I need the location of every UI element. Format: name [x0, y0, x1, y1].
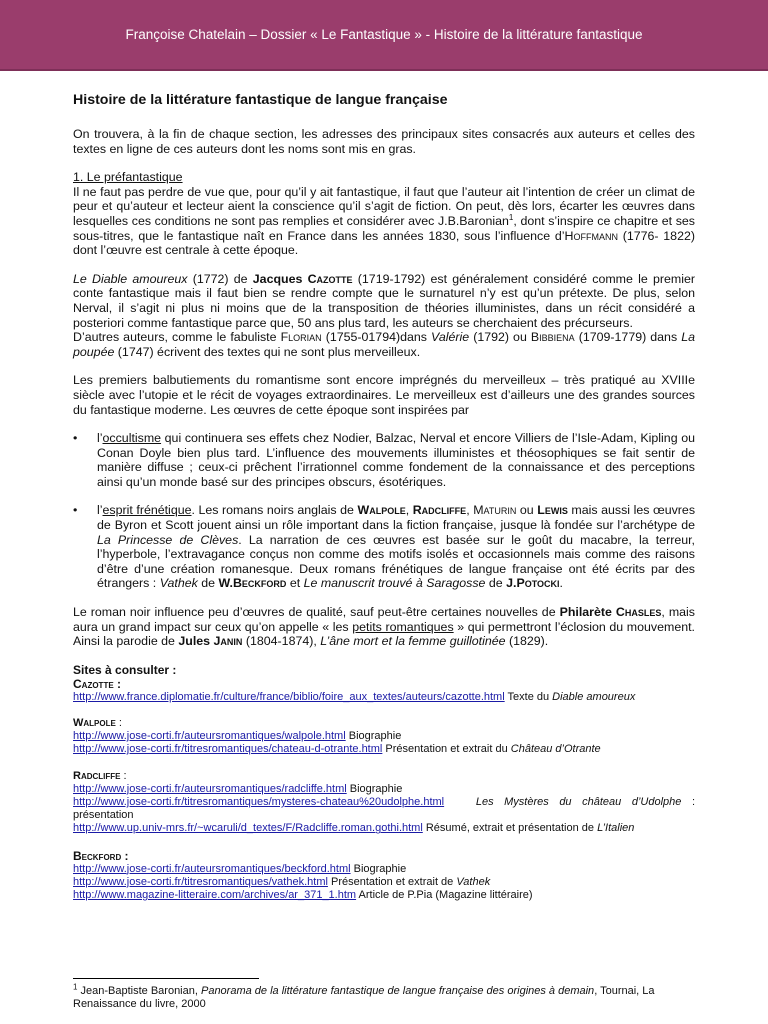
section-1-heading: 1. Le préfantastique — [73, 170, 183, 185]
link-cazotte-text[interactable]: http://www.france.diplomatie.fr/culture/france/biblio/foire_aux_textes/auteurs/cazotte.html — [73, 690, 505, 703]
sites-radcliffe-line-1: http://www.jose-corti.fr/auteursromantiques/radcliffe.html Biographie — [73, 782, 403, 795]
sites-radcliffe-line-3: http://www.up.univ-mrs.fr/~wcaruli/d_textes/F/Radcliffe.roman.gothi.html Résumé, extrait et présentation de L’Italien — [73, 822, 635, 835]
intro-paragraph: On trouvera, à la fin de chaque section, les adresses des principaux sites consacrés aux auteurs et celles des textes en ligne de ces auteurs dont les noms sont mis en gras. — [73, 127, 695, 156]
influences-list-2 — [73, 503, 695, 591]
document-title: Histoire de la littérature fantastique de langue française — [73, 92, 448, 108]
section-1-block: 1. Le préfantastique Il ne faut pas perdre de vue que, pour qu’il y ait fantastique, il faut que l’auteur ait l’intention de créer un climat de peur et qu’auteur et lecteur aient la conscience qu’il s’agit de fiction. On peut, dès lors, écarter les œuvres dans lesquelles ces conditions ne sont pas remplies et considérer avec J.B.Baronian$^1$, dont s’inspire ce chapitre et ses sous-titres, que le fantastique naît en France dans les années 1830, sous l’influence d’Hoffmann (1776- 1822) dont l’œuvre est centrale à cette époque. — [73, 170, 695, 258]
sites-section — [73, 663, 695, 902]
link-walpole-bio[interactable]: http://www.jose-corti.fr/auteursromantiques/walpole.html — [73, 730, 346, 743]
link-radcliffe-udolphe[interactable]: http://www.jose-corti.fr/titresromantiques/mysteres-chateau%20udolphe.html — [73, 796, 445, 809]
sites-beckford-line-2: http://www.jose-corti.fr/titresromantiques/vathek.html Présentation et extrait de Vathek — [73, 875, 491, 888]
cazotte-paragraph: Le Diable amoureux (1772) de Jacques Cazotte (1719-1792) est généralement considéré comme le premier conte fantastique mais il faut bien se rendre compte que le surnaturel n’y est qu’un prétexte. De plus, selon Nerval, il s’agit ni plus ni moins que de la transposition de théories illuministes, dans un récit considéré a posteriori comme fantastique parce que, 50 ans plus tard, les auteurs se cherchaient des précurseurs. — [73, 271, 695, 330]
footnote-separator — [73, 978, 259, 979]
link-walpole-otrante[interactable]: http://www.jose-corti.fr/titresromantiques/chateau-d-otrante.html — [73, 743, 383, 756]
sites-cazotte-line: http://www.france.diplomatie.fr/culture/france/biblio/foire_aux_textes/auteurs/cazotte.html Texte du Diable amoureux — [73, 690, 636, 703]
sites-beckford-line-1: http://www.jose-corti.fr/auteursromantiques/beckford.html Biographie — [73, 862, 407, 875]
footnote: $^1$ Jean-Baptiste Baronian, Panorama de la littérature fantastique de langue française des origines à demain, Tournai, La Renaissance du livre, 2000 — [73, 982, 655, 1011]
sites-walpole-line-2: http://www.jose-corti.fr/titresromantiques/chateau-d-otrante.html Présentation et extrait du Château d’Otrante — [73, 743, 601, 756]
romantisme-paragraph: Les premiers balbutiements du romantisme sont encore imprégnés du merveilleux – très pratiqué au XVIIIe siècle avec l’utopie et le récit de voyages extraordinaires. Le merveilleux est d’ailleurs une des grandes sources du fantastique moderne. Les œuvres de cette époque sont inspirées par — [73, 373, 695, 417]
other-authors-paragraph: D’autres auteurs, comme le fabuliste Florian (1755-01794)dans Valérie (1792) ou Bibbiena (1709-1779) dans La poupée (1747) écrivent des textes qui ne sont plus merveilleux. — [73, 330, 695, 359]
sites-radcliffe-label: Radcliffe : — [73, 769, 127, 782]
sites-walpole-label: Walpole : — [73, 717, 122, 730]
sites-beckford-label: Beckford : — [73, 848, 129, 863]
list-item-esprit-frenetique: • l’esprit frénétique. Les romans noirs anglais de Walpole, Radcliffe, Maturin ou Lewis mais aussi les œuvres de Byron et Scott jouent ainsi un rôle important dans la fiction française, jusque là fondée sur l’archétype de La Princesse de Clèves. La narration de ces œuvres est basée sur le goût du macabre, la terreur, l’hyperbole, l’extravagance conçus non comme des motifs isolés et occasionnels mais comme des raisons d’être d’une création romanesque. Deux romans frénétiques de langue française ont été écrits par des étrangers : Vathek de W.Beckford et Le manuscrit trouvé à Saragosse de J.Potocki. — [73, 503, 696, 591]
header-title: Françoise Chatelain – Dossier « Le Fantastique » - Histoire de la littérature fantastique — [125, 27, 643, 42]
document-body — [73, 91, 695, 902]
link-beckford-vathek[interactable]: http://www.jose-corti.fr/titresromantiques/vathek.html — [73, 875, 328, 888]
sites-walpole-line-1: http://www.jose-corti.fr/auteursromantiques/walpole.html Biographie — [73, 730, 402, 743]
influences-list — [73, 431, 695, 489]
footnote-number: 1 — [73, 982, 78, 992]
link-radcliffe-italien[interactable]: http://www.up.univ-mrs.fr/~wcaruli/d_textes/F/Radcliffe.roman.gothi.html — [73, 822, 423, 835]
link-magazine-litteraire[interactable]: http://www.magazine-litteraire.com/archives/ar_371_1.htm — [73, 889, 357, 902]
list-item-occultisme: • l’occultisme qui continuera ses effets chez Nodier, Balzac, Nerval et encore Villiers de l’Isle-Adam, Kipling ou Conan Doyle bien plus tard. L’influence des mouvements illuministes et théosophiques se fait sentir de manière diffuse ; ceux-ci prêchent l’irrationnel comme fondement de la connaissance et des perceptions ainsi qu’un monde basé sur des principes obscurs, ésotériques. — [73, 431, 695, 489]
sites-cazotte-label: Cazotte : — [73, 676, 121, 691]
page-header — [0, 0, 768, 71]
link-beckford-bio[interactable]: http://www.jose-corti.fr/auteursromantiques/beckford.html — [73, 862, 351, 875]
footnote-ref[interactable]: 1 — [508, 212, 514, 222]
bullet: • — [73, 503, 78, 518]
bullet: • — [73, 431, 78, 446]
sites-heading: Sites à consulter : — [73, 662, 177, 677]
sites-beckford-line-3: http://www.magazine-litteraire.com/archives/ar_371_1.htm Article de P.Pia (Magazine littéraire) — [73, 889, 533, 902]
link-radcliffe-bio[interactable]: http://www.jose-corti.fr/auteursromantiques/radcliffe.html — [73, 782, 347, 795]
roman-noir-paragraph: Le roman noir influence peu d’œuvres de qualité, sauf peut-être certaines nouvelles de Philarète Chasles, mais aura un grand impact sur ceux qu’on appelle « les petits romantiques » qui permettront l’éclosion du mouvement. Ainsi la parodie de Jules Janin (1804-1874), L’âne mort et la femme guillotinée (1829). — [73, 605, 695, 649]
sites-radcliffe-line-2: http://www.jose-corti.fr/titresromantiques/mysteres-chateau%20udolphe.html Les Mystères du château d’Udolphe : présentation — [73, 796, 695, 822]
